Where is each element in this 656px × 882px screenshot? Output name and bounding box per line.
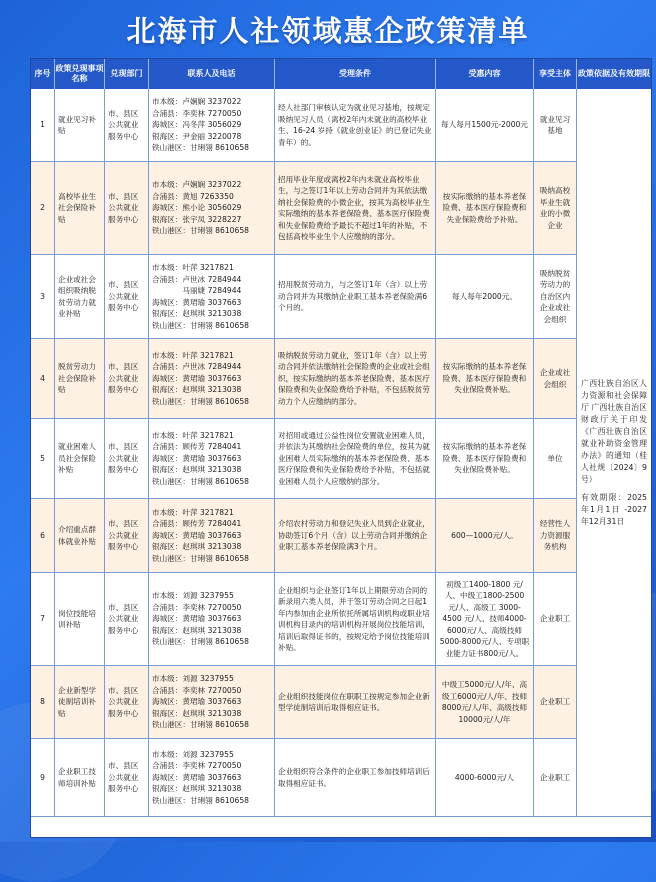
row-number: 5 [31, 419, 55, 499]
contact-list [152, 590, 249, 648]
contact-line: 合浦县：卢世冰 7284944 [152, 274, 242, 284]
benefit-content: 初级工1400-1800 元/人、中级工1800-2500 元/人、高级工 3000-4500 元/人、技师4000-6000元/人、高级技师5000-8000元/人、专项职业能力证书800元/人。 [436, 573, 534, 666]
contact-line: 铁山港区：甘琍翎 8610658 [152, 396, 249, 406]
acceptance-condition: 招用脱贫劳动力，与之签订1年（含）以上劳动合同并为其缴纳企业职工基本养老保险满6个月的。 [275, 255, 436, 339]
contacts [149, 419, 275, 499]
contact-line: 马丽婕 7284944 [152, 286, 242, 295]
header-cell: 受惠内容 [436, 59, 534, 89]
contact-line: 海城区：黄珺瑜 3037663 [152, 453, 242, 463]
contact-line: 银海区：张宇凤 3228227 [152, 214, 242, 224]
contact-list [152, 430, 249, 488]
contact-line: 铁山港区：甘琍翎 8610658 [152, 143, 249, 153]
contact-line: 合浦县：顾传芳 7284041 [152, 519, 242, 529]
header-cell: 序号 [31, 59, 55, 89]
acceptance-condition: 介绍农村劳动力和登记失业人员到企业就业，协助签订6个月（含）以上劳动合同并缴纳企业职工基本养老保险满3个月。 [275, 499, 436, 573]
row-number: 4 [31, 339, 55, 419]
beneficiary-subject: 单位 [534, 419, 577, 499]
table-header [31, 59, 651, 89]
contact-line: 市本级：刘源 3237955 [152, 591, 234, 601]
department: 市、县区公共就业服务中心 [105, 162, 149, 255]
department: 市、县区公共就业服务中心 [105, 339, 149, 419]
contacts [149, 573, 275, 666]
header-cell: 联系人及电话 [149, 59, 275, 89]
contacts [149, 666, 275, 739]
benefit-content: 每人每月1500元-2000元 [436, 89, 534, 162]
contact-line: 海城区：黄珺瑜 3037663 [152, 530, 242, 540]
contact-line: 银海区：赵琪琪 3213038 [152, 309, 242, 318]
department: 市、县区公共就业服务中心 [105, 255, 149, 339]
contact-line: 铁山港区：甘琍翎 8610658 [152, 553, 249, 563]
contact-line: 银海区：赵琪琪 3213038 [152, 708, 242, 718]
page-title: 北海市人社领域惠企政策清单 [126, 13, 530, 48]
policy-name: 岗位技能培训补贴 [55, 573, 105, 666]
contact-line: 合浦县：顾传芳 7284041 [152, 442, 242, 452]
contact-line: 海城区：冯冬萍 3056029 [152, 120, 242, 130]
contacts [149, 739, 275, 817]
contact-line: 合浦县：李奕林 7270050 [152, 108, 242, 118]
acceptance-condition: 企业组织与企业签订1年以上期限劳动合同的新录用六类人员，并于签订劳动合同之日起1年内参加由企业所依托所属培训机构或职业培训机构目录内的培训机构开展岗位技能培训，培训后取得证书的，按规定给予岗位技能培训补贴。 [275, 573, 436, 666]
contacts [149, 499, 275, 573]
policy-name: 高校毕业生社会保险补贴 [55, 162, 105, 255]
contact-list [152, 262, 249, 331]
header-cell: 政策兑现事项名称 [55, 59, 105, 89]
contact-line: 海城区：黄珺瑜 3037663 [152, 614, 242, 624]
validity-period: 有效期限：2025年1月1日 -2027年12月31日 [581, 492, 647, 526]
contact-line: 市本级：叶萍 3217821 [152, 263, 234, 272]
contact-line: 市本级：叶萍 3217821 [152, 430, 234, 440]
contact-line: 合浦县：黄旭 7263350 [152, 191, 234, 201]
benefit-content: 中级工5000元/人/年、高级工6000元/人/年、技师8000元/人/年、高级技师10000元/人/年 [436, 666, 534, 739]
contact-list [152, 749, 249, 807]
contact-line: 市本级：刘源 3237955 [152, 674, 234, 684]
policy-name: 企业新型学徒制培训补贴 [55, 666, 105, 739]
beneficiary-subject: 企业职工 [534, 573, 577, 666]
acceptance-condition: 企业组织符合条件的企业职工参加技师培训后取得相应证书。 [275, 739, 436, 817]
beneficiary-subject: 经营性人力资源服务机构 [534, 499, 577, 573]
policy-name: 就业见习补贴 [55, 89, 105, 162]
policy-name: 企业职工技师培训补贴 [55, 739, 105, 817]
benefit-content: 每人每年2000元。 [436, 255, 534, 339]
acceptance-condition: 企业组织技能岗位在职职工按规定参加企业新型学徒制培训后取得相应证书。 [275, 666, 436, 739]
contact-line: 海城区：黄珺瑜 3037663 [152, 772, 242, 782]
contact-line: 市本级：卢娴娴 3237022 [152, 97, 242, 107]
contacts [149, 255, 275, 339]
department: 市、县区公共就业服务中心 [105, 419, 149, 499]
contact-line: 海城区：黄珺瑜 3037663 [152, 697, 242, 707]
acceptance-condition: 对招用或通过公益性岗位安置就业困难人员，并依法为其缴纳社会保险费的单位，按其为就业困难人员实际缴纳的基本养老保险费、基本医疗保险费和失业保险费给予补贴，不包括就业困难人员个人应缴纳的部分。 [275, 419, 436, 499]
policy-name: 就业困难人员社会保险补贴 [55, 419, 105, 499]
beneficiary-subject: 吸纳脱贫劳动力的自治区内企业或社会组织 [534, 255, 577, 339]
acceptance-condition: 经人社部门审核认定为就业见习基地，按规定吸纳见习人员（离校2年内未就业的高校毕业生、16-24 岁持《就业创业证》的已登记失业青年）的。 [275, 89, 436, 162]
beneficiary-subject: 企业或社会组织 [534, 339, 577, 419]
row-number: 7 [31, 573, 55, 666]
row-number: 1 [31, 89, 55, 162]
benefit-content: 按实际缴纳的基本养老保险费、基本医疗保险费和失业保险费补贴。 [436, 419, 534, 499]
beneficiary-subject: 吸纳高校毕业生就业的小微企业 [534, 162, 577, 255]
policy-name: 脱贫劳动力社会保险补贴 [55, 339, 105, 419]
header-cell: 兑现部门 [105, 59, 149, 89]
benefit-content: 600—1000元/人。 [436, 499, 534, 573]
contact-line: 铁山港区：甘琍翎 8610658 [152, 637, 249, 647]
contact-list [152, 507, 249, 565]
contact-line: 合浦县：李奕林 7270050 [152, 685, 242, 695]
contact-line: 海城区：熊小论 3056029 [152, 203, 242, 213]
contacts [149, 89, 275, 162]
contact-line: 铁山港区：甘琍翎 8610658 [152, 320, 249, 330]
acceptance-condition: 吸纳脱贫劳动力就业，签订1年（含）以上劳动合同并依法缴纳社会保险费的企业或社会组织，按实际缴纳的基本养老保险费、基本医疗保险费和失业保险费给予补贴，不包括脱贫劳动力个人应缴纳的部分。 [275, 339, 436, 419]
beneficiary-subject: 企业职工 [534, 666, 577, 739]
contact-line: 合浦县：李奕林 7270050 [152, 761, 242, 771]
contact-line: 铁山港区：甘琍翎 8610658 [152, 795, 249, 805]
contact-line: 铁山港区：甘琍翎 8610658 [152, 476, 249, 486]
beneficiary-subject: 企业职工 [534, 739, 577, 817]
acceptance-condition: 招用毕业年度或离校2年内未就业高校毕业生，与之签订1年以上劳动合同并为其依法缴纳社会保险费的小微企业，按其为高校毕业生实际缴纳的基本养老保险费、基本医疗保险费和失业保险费给予最长不超过1年的补贴，不包括高校毕业生个人应缴纳的部分。 [275, 162, 436, 255]
row-number: 2 [31, 162, 55, 255]
contacts [149, 162, 275, 255]
department: 市、县区公共就业服务中心 [105, 89, 149, 162]
beneficiary-subject: 就业见习基地 [534, 89, 577, 162]
department: 市、县区公共就业服务中心 [105, 499, 149, 573]
contact-line: 海城区：黄珺瑜 3037663 [152, 297, 242, 307]
row-number: 3 [31, 255, 55, 339]
contact-line: 铁山港区：甘琍翎 8610658 [152, 720, 249, 730]
contact-line: 银海区：赵琪琪 3213038 [152, 625, 242, 635]
contact-list [152, 179, 249, 237]
contact-line: 铁山港区：甘琍翎 8610658 [152, 226, 249, 236]
contact-line: 市本级：刘源 3237955 [152, 749, 234, 759]
contact-line: 海城区：黄珺瑜 3037663 [152, 373, 242, 383]
contact-line: 银海区：赵琪琪 3213038 [152, 784, 242, 794]
title-bar [0, 0, 656, 58]
contact-line: 银海区：赵琪琪 3213038 [152, 385, 242, 395]
contact-line: 市本级：卢娴娴 3237022 [152, 180, 242, 190]
department: 市、县区公共就业服务中心 [105, 739, 149, 817]
contact-line: 市本级：叶萍 3217821 [152, 350, 234, 360]
benefit-content: 按实际缴纳的基本养老保险费、基本医疗保险费和失业保险费补贴。 [436, 339, 534, 419]
header-cell: 政策依据及有效期限 [578, 69, 650, 78]
row-number: 8 [31, 666, 55, 739]
policy-name: 介绍重点群体就业补贴 [55, 499, 105, 573]
contact-list [152, 673, 249, 731]
benefit-content: 按实际缴纳的基本养老保险费、基本医疗保险费和失业保险费给予补贴。 [436, 162, 534, 255]
department: 市、县区公共就业服务中心 [105, 573, 149, 666]
header-cell: 受理条件 [275, 59, 436, 89]
row-number: 9 [31, 739, 55, 817]
basis-text: 广西壮族自治区人力资源和社会保障厅 广西壮族自治区财政厅关于印发《广西壮族自治区就业补助资金管理办法》的通知（桂人社规〔2024〕9号） [581, 378, 647, 484]
policy-name: 企业或社会组织吸纳脱贫劳动力就业补贴 [55, 255, 105, 339]
contact-line: 银海区：尹金丽 3220078 [152, 131, 242, 141]
row-number: 6 [31, 499, 55, 573]
contact-line: 银海区：赵琪琪 3213038 [152, 542, 242, 552]
header-cell: 享受主体 [534, 59, 577, 89]
department: 市、县区公共就业服务中心 [105, 666, 149, 739]
contacts [149, 339, 275, 419]
contact-line: 合浦县：李奕林 7270050 [152, 602, 242, 612]
contact-list [152, 350, 249, 408]
contact-line: 市本级：叶萍 3217821 [152, 507, 234, 517]
policy-table [30, 58, 652, 838]
contact-line: 合浦县：卢世冰 7284944 [152, 362, 242, 372]
contact-line: 银海区：赵琪琪 3213038 [152, 465, 242, 475]
benefit-content: 4000-6000元/人 [436, 739, 534, 817]
contact-list [152, 96, 249, 154]
policy-basis [577, 89, 651, 817]
